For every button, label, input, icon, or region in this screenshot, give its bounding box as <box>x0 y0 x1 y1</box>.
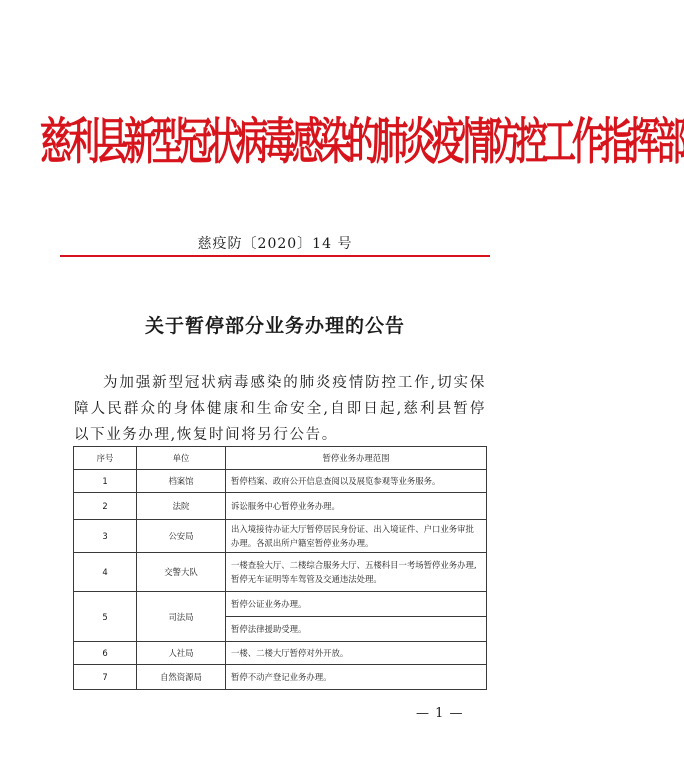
row-scope: 暂停公证业务办理。 <box>226 592 487 617</box>
table-row <box>74 520 487 553</box>
suspended-services-table <box>73 446 487 690</box>
row-unit: 法院 <box>137 493 226 520</box>
row-number: 6 <box>74 642 137 665</box>
row-scope: 诉讼服务中心暂停业务办理。 <box>226 493 487 520</box>
table-row <box>74 493 487 520</box>
table-row <box>74 642 487 665</box>
row-scope: 暂停档案、政府公开信息查阅以及展览参观等业务服务。 <box>226 470 487 493</box>
row-unit: 自然资源局 <box>137 665 226 690</box>
table-row <box>74 592 487 617</box>
header-unit: 单位 <box>137 447 226 470</box>
notice-body-paragraph: 为加强新型冠状病毒感染的肺炎疫情防控工作,切实保障人民群众的身体健康和生命安全,自即日起,慈利县暂停以下业务办理,恢复时间将另行公告。 <box>74 375 486 443</box>
row-number: 4 <box>74 553 137 592</box>
row-scope: 一楼查验大厅、二楼综合服务大厅、五楼科目一考场暂停业务办理,暂停无车证明等车驾管及交通违法处理。 <box>226 553 487 592</box>
page-number: — 1 — <box>416 706 464 721</box>
row-number: 2 <box>74 493 137 520</box>
row-number: 7 <box>74 665 137 690</box>
row-scope: 暂停不动产登记业务办理。 <box>226 665 487 690</box>
table-row <box>74 470 487 493</box>
red-separator-line <box>60 255 490 257</box>
document-number: 慈疫防〔2020〕14 号 <box>197 236 353 252</box>
row-scope: 出入境接待办证大厅暂停居民身份证、出入境证件、户口业务审批办理。各派出所户籍室暂停业务办理。 <box>226 520 487 553</box>
row-unit: 档案馆 <box>137 470 226 493</box>
row-number: 5 <box>74 592 137 642</box>
row-scope: 暂停法律援助受理。 <box>226 617 487 642</box>
row-number: 1 <box>74 470 137 493</box>
row-unit: 司法局 <box>137 592 226 642</box>
issuing-authority-header: 慈利县新型冠状病毒感染的肺炎疫情防控工作指挥部 <box>40 112 684 171</box>
header-number: 序号 <box>74 447 137 470</box>
table-header-row <box>74 447 487 470</box>
table-row <box>74 553 487 592</box>
table-row <box>74 665 487 690</box>
row-scope: 一楼、二楼大厅暂停对外开放。 <box>226 642 487 665</box>
header-scope: 暂停业务办理范围 <box>226 447 487 470</box>
row-unit: 人社局 <box>137 642 226 665</box>
row-unit: 公安局 <box>137 520 226 553</box>
notice-title: 关于暂停部分业务办理的公告 <box>144 315 405 337</box>
row-number: 3 <box>74 520 137 553</box>
row-unit: 交警大队 <box>137 553 226 592</box>
